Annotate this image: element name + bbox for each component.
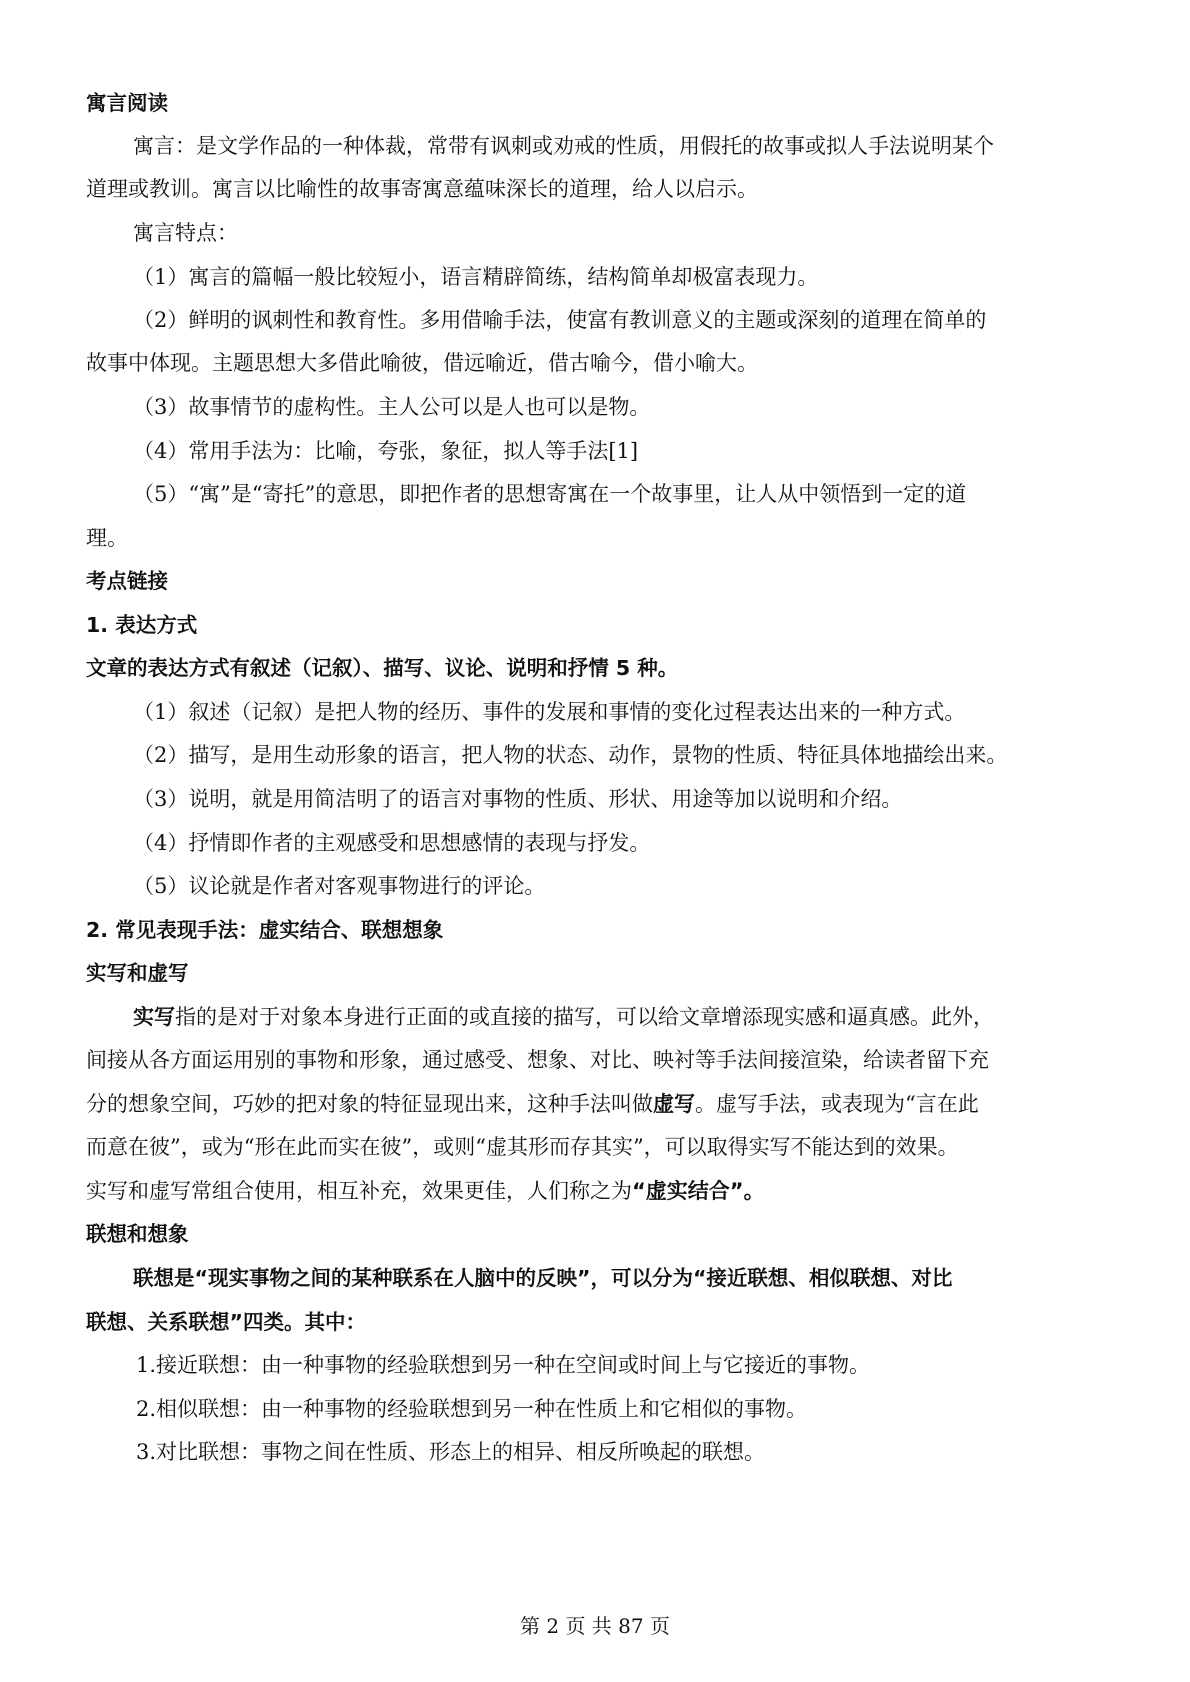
xushi-jiehe-term: “虚实结合”。 — [632, 1179, 765, 1203]
yuyan-definition-line2: 道理或教训。寓言以比喻性的故事寄寓意蕴味深长的道理，给人以启示。 — [86, 177, 758, 201]
yuyan-feature-1: （1）寓言的篇幅一般比较短小，语言精辟简练，结构简单却极富表现力。 — [133, 265, 819, 289]
yuyan-feature-4: （4）常用手法为：比喻，夸张，象征，拟人等手法[1] — [133, 439, 639, 463]
yuyan-feature-2-line1: （2）鲜明的讽刺性和教育性。多用借喻手法，使富有教训意义的主题或深刻的道理在简单的 — [133, 308, 987, 332]
yuyan-feature-5-line1: （5）“寓”是“寄托”的意思，即把作者的思想寄寓在一个故事里，让人从中领悟到一定的道 — [133, 482, 967, 506]
lianxiang-type-2: 2.相似联想：由一种事物的经验联想到另一种在性质上和它相似的事物。 — [136, 1397, 808, 1421]
yuyan-feature-3: （3）故事情节的虚构性。主人公可以是人也可以是物。 — [133, 395, 651, 419]
yuyan-definition-line1: 寓言：是文学作品的一种体裁，常带有讽刺或劝戒的性质，用假托的故事或拟人手法说明某个 — [133, 134, 994, 158]
shixie-term: 实写 — [133, 1005, 175, 1029]
yuyan-feature-2-line2: 故事中体现。主题思想大多借此喻彼，借远喻近，借古喻今，借小喻大。 — [86, 351, 758, 375]
section-title-shixie: 实写和虚写 — [86, 961, 189, 985]
lianxiang-type-3: 3.对比联想：事物之间在性质、形态上的相异、相反所唤起的联想。 — [136, 1440, 766, 1464]
expression-summary: 文章的表达方式有叙述（记叙）、描写、议论、说明和抒情 5 种。 — [86, 656, 679, 680]
subsection-title-techniques: 2. 常见表现手法：虚实结合、联想想象 — [86, 918, 444, 942]
section-title-lianxiang: 联想和想象 — [86, 1222, 189, 1246]
lianxiang-type-1: 1.接近联想：由一种事物的经验联想到另一种在空间或时间上与它接近的事物。 — [136, 1353, 871, 1377]
page-number-footer: 第 2 页 共 87 页 — [520, 1614, 670, 1638]
shixie-paragraph-line2: 间接从各方面运用别的事物和形象，通过感受、想象、对比、映衬等手法间接渲染，给读者留下充 — [86, 1048, 989, 1072]
expression-item-3: （3）说明，就是用简洁明了的语言对事物的性质、形状、用途等加以说明和介绍。 — [133, 787, 903, 811]
shixie-paragraph-line3: 分的想象空间，巧妙的把对象的特征显现出来，这种手法叫做虚写。虚写手法，或表现为“言在此 — [86, 1092, 979, 1116]
subsection-title-expression: 1. 表达方式 — [86, 613, 198, 637]
expression-item-2: （2）描写，是用生动形象的语言，把人物的状态、动作，景物的性质、特征具体地描绘出来。 — [133, 743, 1008, 767]
lianxiang-intro-line2: 联想、关系联想”四类。其中： — [86, 1310, 366, 1334]
expression-item-1: （1）叙述（记叙）是把人物的经历、事件的发展和事情的变化过程表达出来的一种方式。 — [133, 700, 966, 724]
expression-item-5: （5）议论就是作者对客观事物进行的评论。 — [133, 874, 546, 898]
shixie-paragraph-line4: 而意在彼”，或为“形在此而实在彼”，或则“虚其形而存其实”，可以取得实写不能达到的效果。 — [86, 1135, 959, 1159]
yuyan-feature-5-line2: 理。 — [86, 526, 128, 550]
section-title-yuyan: 寓言阅读 — [86, 91, 168, 115]
lianxiang-intro-line1: 联想是“现实事物之间的某种联系在人脑中的反映”，可以分为“接近联想、相似联想、对比 — [133, 1266, 953, 1290]
section-title-kaodian: 考点链接 — [86, 569, 168, 593]
expression-item-4: （4）抒情即作者的主观感受和思想感情的表现与抒发。 — [133, 831, 651, 855]
yuyan-features-label: 寓言特点： — [133, 221, 238, 245]
xuxie-term: 虚写 — [653, 1092, 695, 1116]
shixie-paragraph-line1: 实写指的是对于对象本身进行正面的或直接的描写，可以给文章增添现实感和逼真感。此外， — [133, 1005, 994, 1029]
shixie-paragraph-line5: 实写和虚写常组合使用，相互补充，效果更佳，人们称之为“虚实结合”。 — [86, 1179, 765, 1203]
